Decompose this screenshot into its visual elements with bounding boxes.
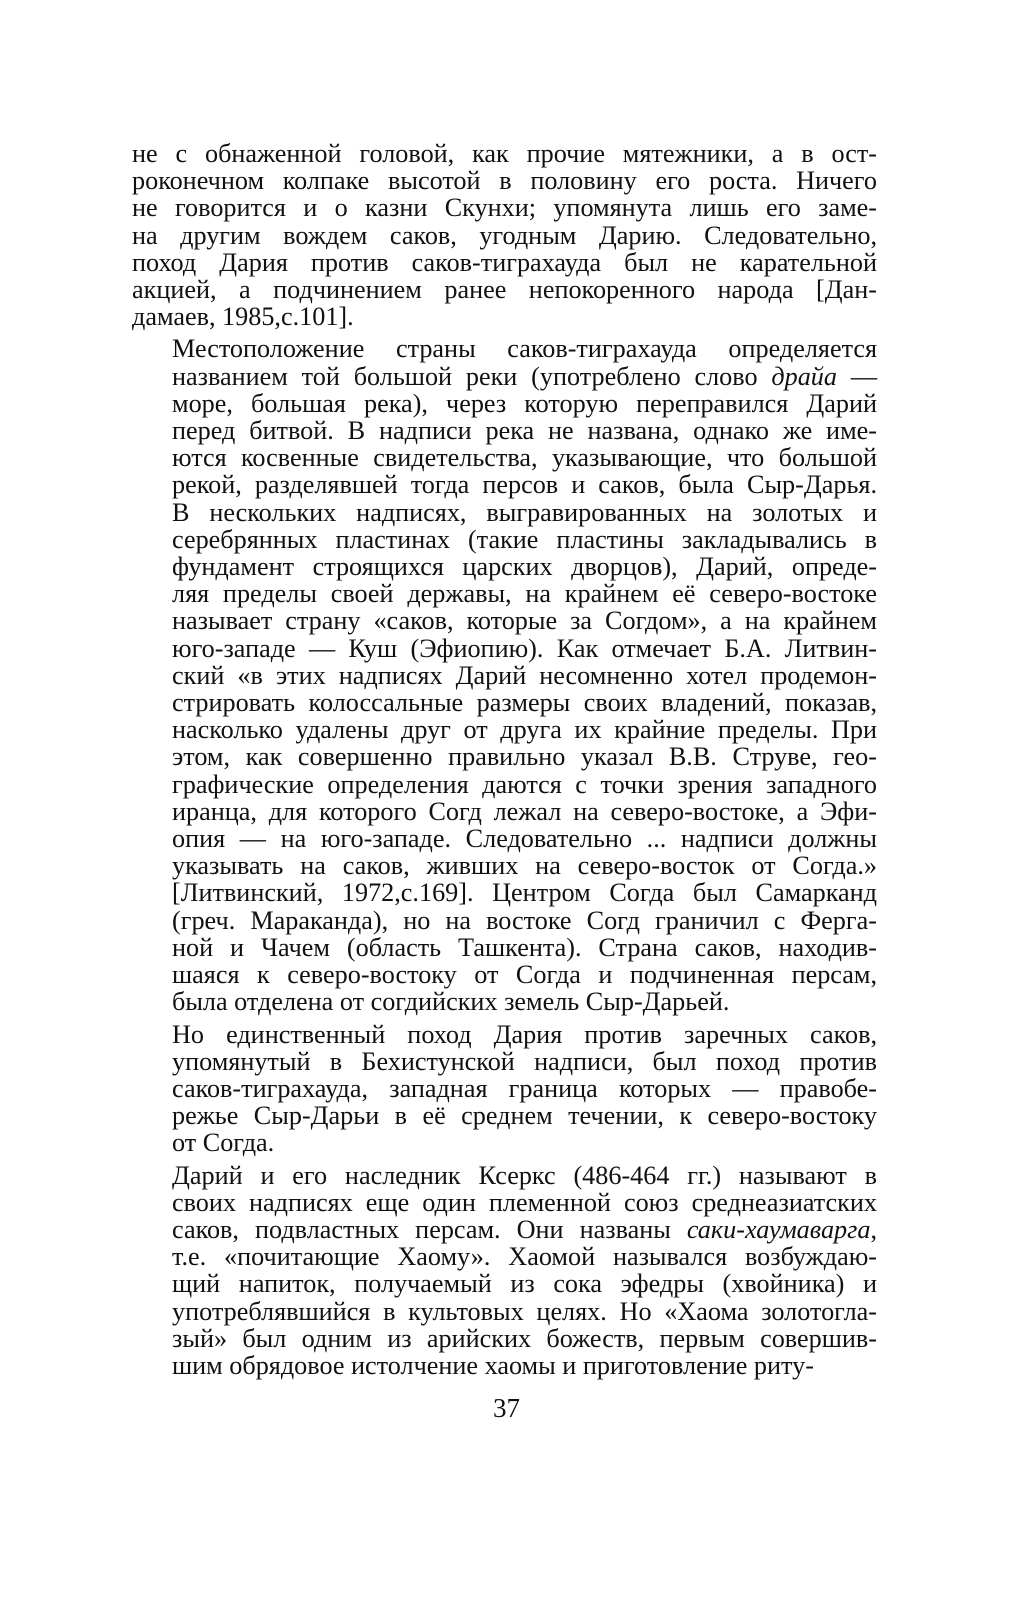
text-line: серебрянных пластинах (такие пластины закладывались в (172, 524, 877, 554)
text-line: саков, подвластных персам. Они названы саки-хаумаварга, (172, 1214, 877, 1244)
paragraph-1 (132, 140, 877, 330)
text-line: не говорится и о казни Скунхи; упомянута лишь его заме- (132, 193, 877, 223)
text-line: фундамент строящихся царских дворцов), Дарий, опреде- (172, 552, 877, 582)
text-line: перед битвой. В надписи река не названа, однако же име- (172, 416, 877, 446)
paragraph-2 (132, 335, 877, 1015)
text-line: была отделена от согдийских земель Сыр-Дарьей. (172, 987, 730, 1017)
text-line: [Литвинский, 1972,с.169]. Центром Согда был Самарканд (172, 878, 877, 908)
text-line: саков-тиграхауда, западная граница которых — правобе- (172, 1073, 877, 1103)
text-line: ляя пределы своей державы, на крайнем её северо-востоке (172, 579, 877, 609)
text-line: акцией, а подчинением ранее непокоренного народа [Дан- (132, 275, 877, 305)
paragraph-4 (132, 1162, 877, 1380)
text-line: этом, как совершенно правильно указал В.В. Струве, гео- (172, 742, 877, 772)
text-line: Но единственный поход Дария против заречных саков, (172, 1019, 877, 1049)
text-line: указывать на саков, живших на северо-восток от Согда.» (172, 851, 877, 881)
page-number: 37 (493, 1393, 520, 1423)
text-line: названием той большой реки (употреблено слово драйа — (172, 361, 878, 391)
text-line: Дарий и его наследник Ксеркс (486-464 гг.) называют в (172, 1160, 877, 1190)
text-line: щий напиток, получаемый из сока эфедры (хвойника) и (172, 1269, 877, 1299)
text-line: В нескольких надписях, выгравированных на золотых и (172, 497, 877, 527)
text-line: Местоположение страны саков-тиграхауда определяется (172, 334, 877, 364)
paragraph-3 (132, 1021, 877, 1157)
text-line: на другим вождем саков, угодным Дарию. Следовательно, (132, 220, 877, 250)
page-body (132, 140, 877, 1379)
italic-term: саки-хаумаварга (686, 1214, 871, 1244)
text-line: режье Сыр-Дарьи в её среднем течении, к северо-востоку (172, 1101, 877, 1131)
text-line: от Согда. (172, 1128, 275, 1158)
text-line: роконечном колпаке высотой в половину его роста. Ничего (132, 166, 877, 196)
text-line: рекой, разделявшей тогда персов и саков, была Сыр-Дарья. (172, 470, 877, 500)
text-line: море, большая река), через которую переправился Дарий (172, 388, 877, 418)
text-line: (греч. Мараканда), но на востоке Согд граничил с Ферга- (172, 905, 877, 935)
text-line: дамаев, 1985,с.101]. (132, 302, 354, 332)
text-line: ной и Чачем (область Ташкента). Страна саков, находив- (172, 932, 877, 962)
text-line: ются косвенные свидетельства, указывающие, что большой (172, 443, 877, 473)
text-line: поход Дария против саков-тиграхауда был не карательной (132, 247, 877, 277)
text-line: употреблявшийся в культовых целях. Но «Хаома золотогла- (172, 1296, 877, 1326)
text-line: опия — на юго-западе. Следовательно ... надписи должны (172, 824, 877, 854)
text-line: т.е. «почитающие Хаому». Хаомой назывался возбуждаю- (172, 1242, 877, 1272)
text-line: шим обрядовое истолчение хаомы и приготовление риту- (172, 1350, 814, 1380)
italic-term: драйа (771, 361, 837, 391)
text-line: стрировать колоссальные размеры своих владений, показав, (172, 688, 877, 718)
text-line: графические определения даются с точки зрения западного (172, 769, 877, 799)
text-line: называет страну «саков, которые за Согдом», а на крайнем (172, 606, 877, 636)
text-line: шаяся к северо-востоку от Согда и подчиненная персам, (172, 960, 877, 990)
text-line: упомянутый в Бехистунской надписи, был поход против (172, 1046, 877, 1076)
text-line: зый» был одним из арийских божеств, первым совершив- (172, 1323, 877, 1353)
text-line: не с обнаженной головой, как прочие мятежники, а в ост- (132, 139, 877, 168)
text-line: своих надписях еще один племенной союз среднеазиатских (172, 1187, 877, 1217)
text-line: юго-западе — Куш (Эфиопию). Как отмечает Б.А. Литвин- (172, 633, 877, 663)
text-line: иранца, для которого Согд лежал на северо-востоке, а Эфи- (172, 796, 877, 826)
text-line: ский «в этих надписях Дарий несомненно хотел продемон- (172, 660, 877, 690)
text-line: насколько удалены друг от друга их крайние пределы. При (172, 715, 877, 745)
